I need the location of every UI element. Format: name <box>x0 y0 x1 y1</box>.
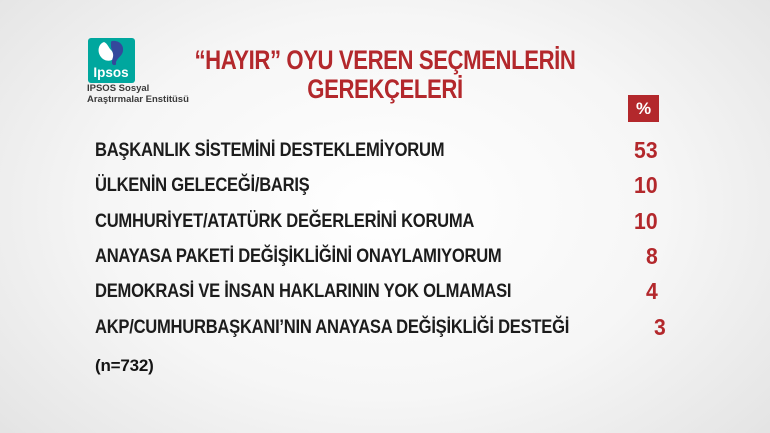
row-value: 8 <box>646 243 658 270</box>
row-label: DEMOKRASİ VE İNSAN HAKLARININ YOK OLMAMASI <box>95 280 512 303</box>
row-value: 10 <box>634 172 658 199</box>
percent-header-label: % <box>635 98 652 118</box>
logo-subtitle-line2: Araştırmalar Enstitüsü <box>87 93 189 105</box>
page-title-line2: GEREKÇELERİ <box>307 74 463 104</box>
row-label: AKP/CUMHURBAŞKANI’NIN ANAYASA DEĞİŞİKLİĞİ DESTEĞİ <box>95 315 570 338</box>
row-label: CUMHURİYET/ATATÜRK DEĞERLERİNİ KORUMA <box>95 209 475 232</box>
table-row <box>95 204 658 239</box>
percent-header-badge <box>628 95 659 122</box>
reasons-table <box>95 133 666 345</box>
ipsos-wordmark: Ipsos <box>93 65 129 80</box>
logo-subtitle-line1: IPSOS Sosyal <box>87 83 150 94</box>
row-value: 3 <box>653 313 666 340</box>
row-label: BAŞKANLIK SİSTEMİNİ DESTEKLEMİYORUM <box>95 139 445 162</box>
row-value: 4 <box>646 278 658 305</box>
table-row <box>95 133 658 168</box>
table-row <box>95 239 658 274</box>
row-value: 10 <box>634 207 658 234</box>
table-row <box>95 309 666 344</box>
table-row <box>95 274 658 309</box>
sample-size-note: (n=732) <box>95 356 154 375</box>
row-label: ÜLKENİN GELECEĞİ/BARIŞ <box>95 174 310 197</box>
table-row <box>95 168 658 203</box>
row-label: ANAYASA PAKETİ DEĞİŞİKLİĞİNİ ONAYLAMIYORUM <box>95 245 502 268</box>
row-value: 53 <box>634 137 658 164</box>
page-title-line1: “HAYIR” OYU VEREN SEÇMENLERİN <box>194 45 576 75</box>
